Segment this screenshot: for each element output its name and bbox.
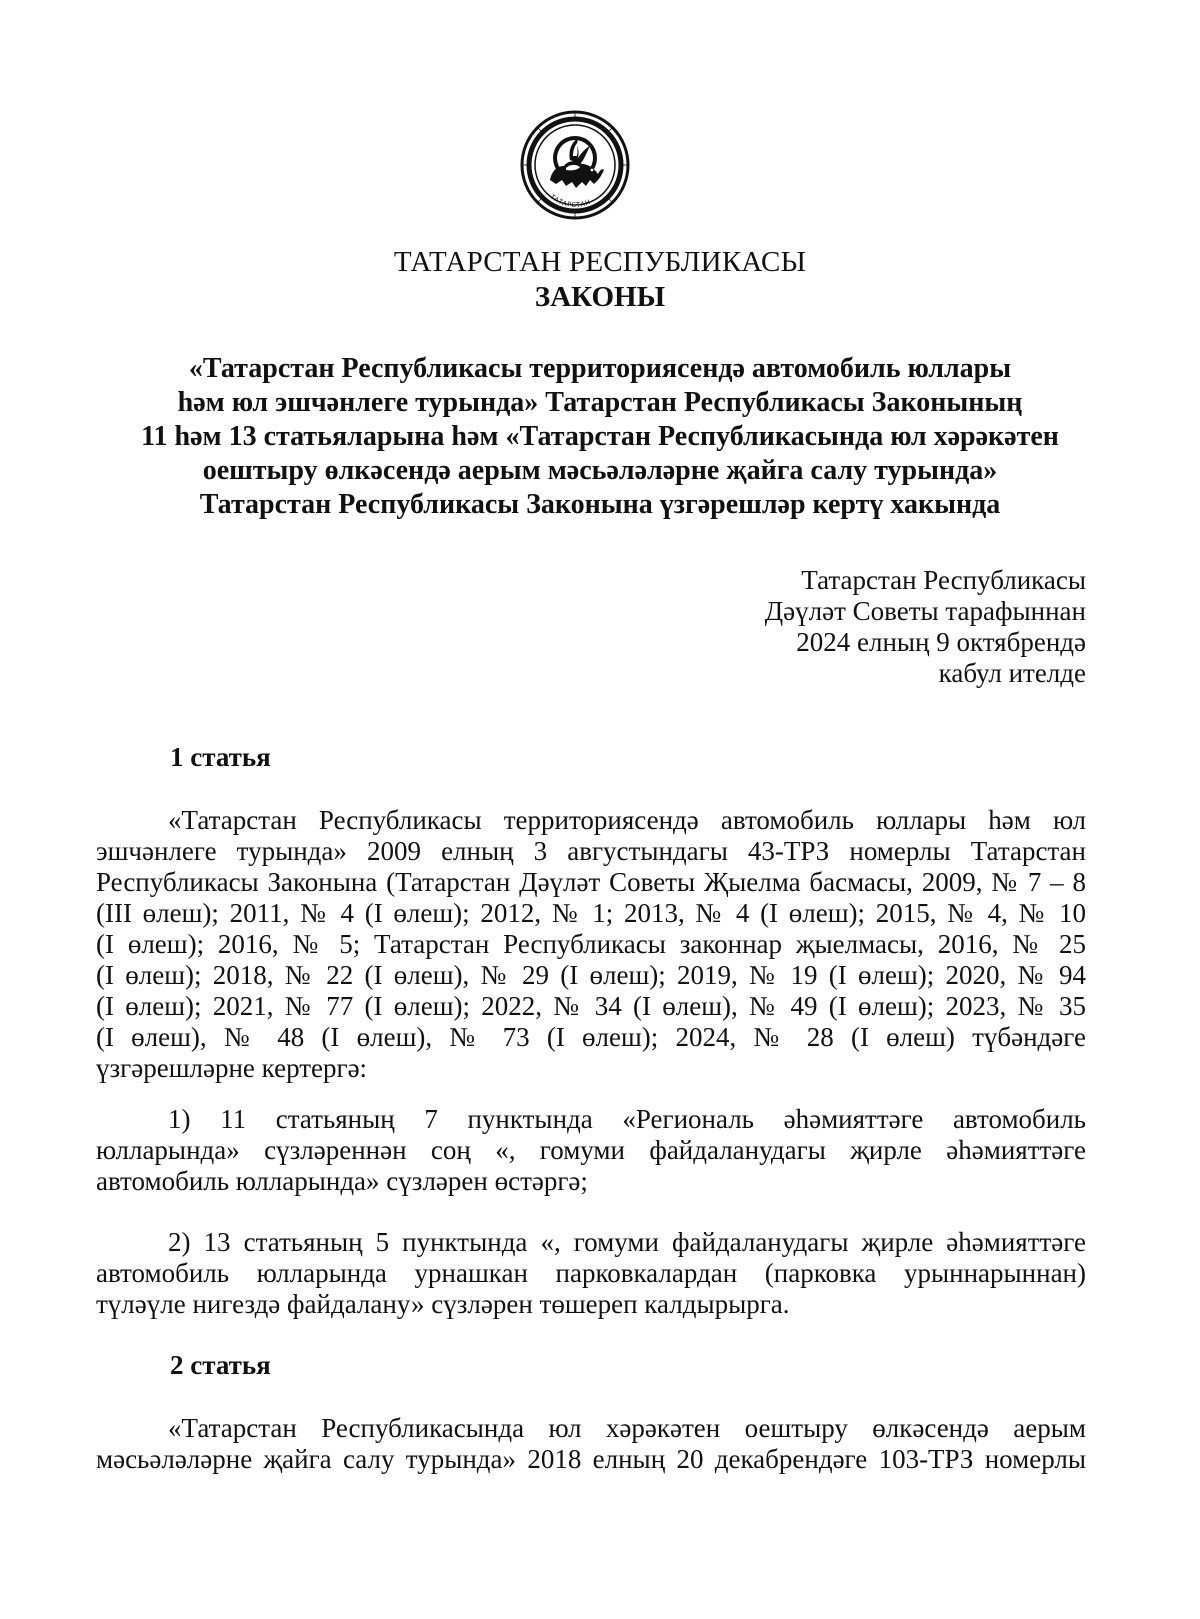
paragraph-line: 2) 13 статьяның 5 пунктында «, гомуми файдаланудагы җирле әһәмияттәге <box>168 1227 1086 1257</box>
adoption-line: 2024 елның 9 октябрендә <box>796 627 1086 657</box>
adoption-line: Татарстан Республикасы <box>801 565 1086 595</box>
tatarstan-coat-of-arms-icon <box>520 110 630 220</box>
paragraph-line: «Татарстан Республикасында юл хәрәкәтен оештыру өлкәсендә аерым <box>168 1413 1086 1443</box>
adoption-line: кабул ителде <box>938 658 1086 688</box>
paragraph-line: «Татарстан Республикасы территориясендә автомобиль юллары һәм юл <box>168 805 1086 835</box>
paragraph-line: 1) 11 статьяның 7 пунктында «Региональ әһәмияттәге автомобиль <box>168 1104 1086 1134</box>
paragraph-line: (I өлеш), № 48 (I өлеш), № 73 (I өлеш); 2024, № 28 (I өлеш) түбәндәге <box>96 1022 1086 1052</box>
adoption-note <box>765 565 1086 689</box>
title-line: 11 һәм 13 статьяларына һәм «Татарстан Республикасында юл хәрәкәтен <box>141 421 1059 452</box>
article-1-item-1 <box>96 1104 1086 1197</box>
title-line: «Татарстан Республикасы территориясендә автомобиль юллары <box>188 353 1012 384</box>
paragraph-line: (I өлеш); 2016, № 5; Татарстан Республикасы законнар җыелмасы, 2016, № 25 <box>96 929 1086 959</box>
paragraph-line: (I өлеш); 2021, № 77 (I өлеш); 2022, № 34 (I өлеш), № 49 (I өлеш); 2023, № 35 <box>96 991 1086 1021</box>
paragraph-line: автомобиль юлларында урнашкан парковкалардан (парковка урыннарыннан) <box>96 1258 1086 1288</box>
paragraph-line: (III өлеш); 2011, № 4 (I өлеш); 2012, № 1; 2013, № 4 (I өлеш); 2015, № 4, № 10 <box>96 898 1086 928</box>
paragraph-line: мәсьәләләрне җайга салу турында» 2018 елның 20 декабрендәге 103-ТРЗ номерлы <box>96 1444 1086 1474</box>
title-line: һәм юл эшчәнлеге турында» Татарстан Республикасы Законының <box>177 387 1023 418</box>
paragraph-line: Республикасы Законына (Татарстан Дәүләт Советы Җыелма басмасы, 2009, № 7 – 8 <box>96 867 1086 897</box>
paragraph-line: юлларында» сүзләреннән соң «, гомуми файдаланудагы җирле әһәмияттәге <box>96 1135 1086 1165</box>
paragraph-line: эшчәнлеге турында» 2009 елның 3 августындагы 43-ТРЗ номерлы Татарстан <box>96 836 1086 866</box>
republic-heading: ТАТАРСТАН РЕСПУБЛИКАСЫ <box>393 246 807 278</box>
paragraph-line: түләүле нигездә файдалану» сүзләрен төшереп калдырырга. <box>96 1289 790 1319</box>
law-title <box>100 352 1100 522</box>
adoption-line: Дәүләт Советы тарафыннан <box>764 596 1086 626</box>
paragraph-line: үзгәрешләрне кертергә: <box>96 1053 368 1083</box>
article-1-item-2 <box>96 1227 1086 1320</box>
article-1-intro-paragraph <box>96 805 1086 1084</box>
article-2-intro-paragraph <box>96 1413 1086 1475</box>
paragraph-line: (I өлеш); 2018, № 22 (I өлеш), № 29 (I өлеш); 2019, № 19 (I өлеш); 2020, № 94 <box>96 960 1086 990</box>
law-heading: ЗАКОНЫ <box>534 281 666 313</box>
title-line: оештыру өлкәсендә аерым мәсьәләләрне җайга салу турында» <box>202 455 998 486</box>
paragraph-line: автомобиль юлларында» сүзләрен өстәргә; <box>96 1166 588 1196</box>
article-1-heading: 1 статья <box>170 742 271 772</box>
svg-text:ТАТАРСТАН: ТАТАРСТАН <box>548 192 592 210</box>
article-2-heading: 2 статья <box>170 1350 271 1380</box>
title-line: Татарстан Республикасы Законына үзгәрешләр кертү хакында <box>199 489 1001 520</box>
